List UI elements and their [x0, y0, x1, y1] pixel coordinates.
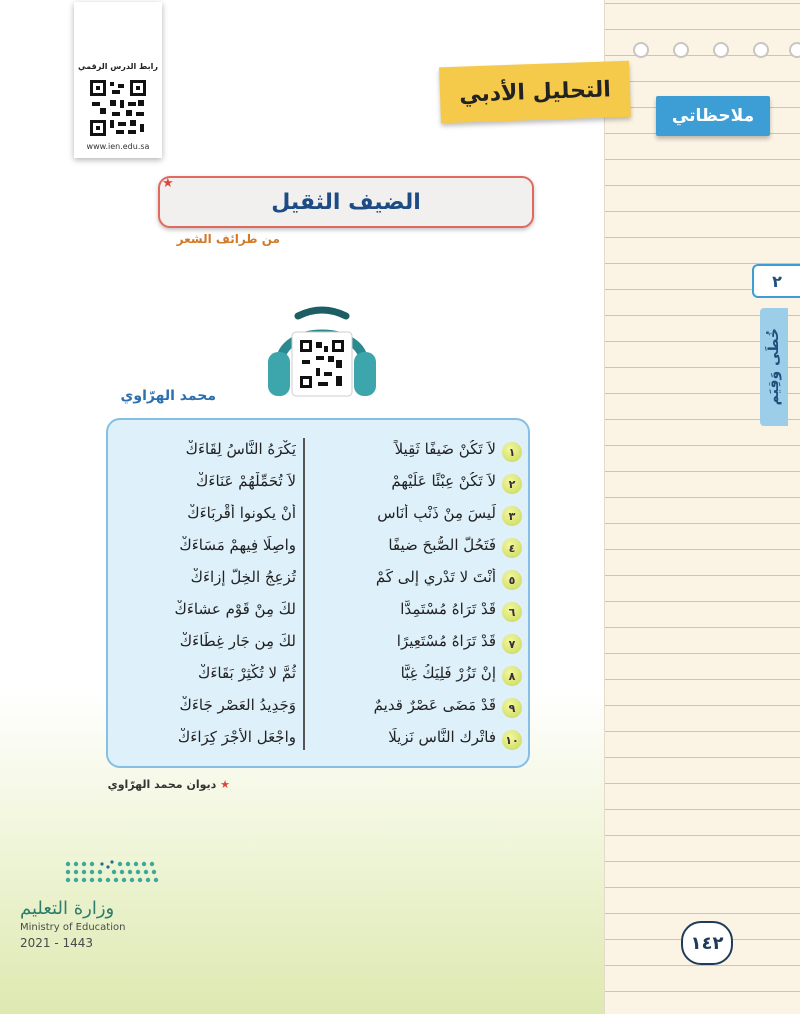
qr-code-icon[interactable]	[88, 78, 148, 138]
website-link[interactable]: www.ien.edu.sa	[86, 142, 150, 151]
verse-second-hemistich: لكَ مِنْ قَوْمٍ عشاءَكْ	[174, 600, 296, 618]
verse-first-hemistich: أنْتَ لا تَدْري إلى كَمْ	[375, 568, 496, 586]
verse-second-hemistich: يَكْرَهُ النَّاسُ لِقَاءَكْ	[185, 440, 296, 458]
verse-second-hemistich: واصِلًا فِيهِمْ مَسَاءَكْ	[179, 536, 296, 554]
verse-first-hemistich: قَدْ تَرَاهُ مُسْتَمِدًّا	[400, 600, 496, 618]
poem-verse	[108, 468, 532, 500]
verse-number: ٨	[502, 666, 522, 686]
chapter-number[interactable]: ٢	[752, 264, 800, 298]
lesson-title: الضيف الثقيل	[158, 176, 534, 228]
verse-second-hemistich: واجْعَلِ الأجْرَ كِرَاءَكْ	[177, 728, 296, 746]
binder-hole	[753, 42, 769, 58]
verse-number: ٥	[502, 570, 522, 590]
notes-tab[interactable]: ملاحظاتي	[656, 96, 770, 136]
poem-verse	[108, 596, 532, 628]
verse-number: ٦	[502, 602, 522, 622]
source-text: ديوان محمد الهرّاوي	[107, 778, 217, 791]
verse-second-hemistich: ثُمَّ لا تُكْثِرْ بَقَاءَكْ	[197, 664, 296, 682]
poem-verse	[108, 532, 532, 564]
poem-verse	[108, 628, 532, 660]
poem-verse	[108, 436, 532, 468]
star-icon: ★	[162, 176, 174, 191]
lesson-subtitle: من طرائف الشعر	[176, 232, 280, 246]
chapter-side-tab[interactable]	[760, 308, 788, 426]
verse-number: ١	[502, 442, 522, 462]
ministry-logo-icon	[16, 858, 166, 898]
verse-first-hemistich: لاَ تَكُنْ ضَيفًا ثَقِيلاً	[394, 440, 496, 458]
verse-number: ٢	[502, 474, 522, 494]
poem-verse	[108, 724, 532, 756]
source-note	[100, 778, 230, 791]
verse-first-hemistich: لاَ تَكُنْ عِبْئًا عَلَيْهِمْ	[391, 472, 496, 490]
verse-number: ٧	[502, 634, 522, 654]
chapter-side-tab-label: خُطَى وَقِيَم	[766, 328, 782, 406]
notes-panel	[604, 0, 800, 1014]
binder-hole	[713, 42, 729, 58]
verse-first-hemistich: إنْ تَزُرْ فَلِيَكُ غِبًّا	[400, 664, 496, 682]
binder-hole	[673, 42, 689, 58]
poem-verse	[108, 564, 532, 596]
poem-verse	[108, 692, 532, 724]
ministry-name-ar: وزارة التعليم	[20, 898, 115, 919]
verse-first-hemistich: فَتَحُلَّ الصُّبحَ ضيفًا	[388, 536, 496, 554]
verse-number: ١٠	[502, 730, 522, 750]
edition-year: 2021 - 1443	[20, 936, 94, 950]
verse-number: ٤	[502, 538, 522, 558]
poet-name: محمد الهرّاوي	[120, 388, 216, 404]
binder-hole	[789, 42, 800, 58]
digital-lesson-card[interactable]	[74, 2, 162, 158]
poem-box	[106, 418, 530, 768]
verse-number: ٣	[502, 506, 522, 526]
binder-hole	[633, 42, 649, 58]
qr-caption: رابط الدرس الرقمي	[78, 62, 158, 71]
star-icon: ★	[220, 778, 230, 791]
audio-headphones-icon[interactable]	[266, 302, 378, 400]
verse-second-hemistich: وَجَدِيدُ العَصْرِ جَاءَكْ	[179, 696, 296, 714]
verse-first-hemistich: قَدْ مَضَى عَصْرٌ قديمٌ	[373, 696, 496, 714]
verse-first-hemistich: قَدْ تَرَاهُ مُسْتَعِيرًا	[396, 632, 496, 650]
section-title: التحليل الأدبي	[439, 61, 631, 124]
ministry-name-en: Ministry of Education	[20, 922, 126, 933]
verse-second-hemistich: لاَ تُحَمِّلْهُمْ عَنَاءَكْ	[196, 472, 296, 490]
poem-verse	[108, 660, 532, 692]
verse-first-hemistich: فاتْرك النَّاس نَزِيلًا	[388, 728, 496, 746]
poem-verse	[108, 500, 532, 532]
verse-second-hemistich: لكَ مِن جَارٍ غِطَاءَكْ	[179, 632, 296, 650]
verse-first-hemistich: لَيسَ مِنْ ذَنْبِ أُنَاسٍ	[377, 504, 496, 522]
verse-second-hemistich: أَنْ يكونوا أَقْرِبَاءَكْ	[187, 504, 296, 522]
verse-number: ٩	[502, 698, 522, 718]
verse-second-hemistich: تُزعِجُ الخِلَّ إزاءَكْ	[190, 568, 296, 586]
page-number: ١٤٢	[681, 921, 733, 965]
